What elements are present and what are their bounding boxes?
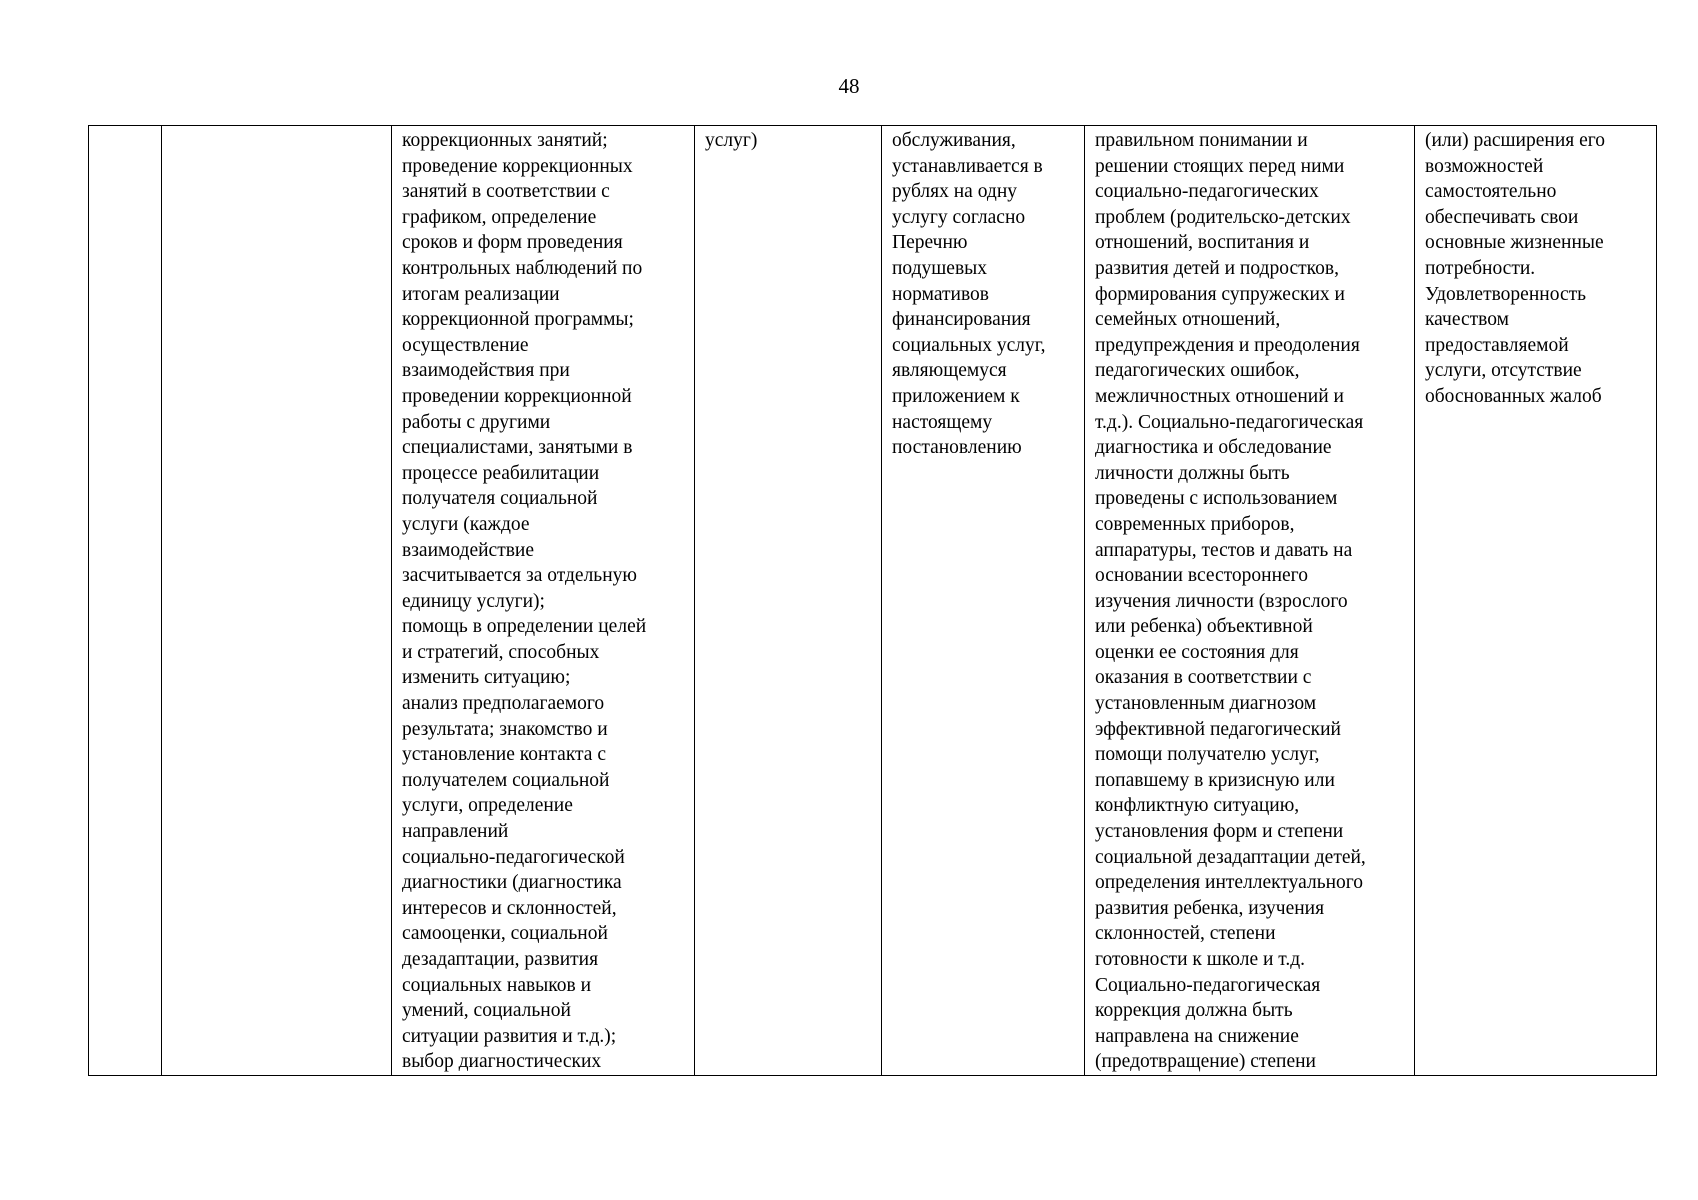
cell-text-line: т.д.). Социально-педагогическая xyxy=(1095,411,1364,433)
cell-text-line: самооценки, социальной xyxy=(402,923,608,945)
cell-text-line: помощь в определении целей xyxy=(402,616,647,638)
cell-service-name xyxy=(162,126,392,1076)
cell-text-line: помощи получателю услуг, xyxy=(1095,744,1320,766)
cell-text-line: услугу согласно xyxy=(892,206,1026,228)
cell-service-term xyxy=(695,126,882,1076)
cell-text-line: занятий в соответствии с xyxy=(402,181,610,203)
cell-text-line: установления форм и степени xyxy=(1095,821,1344,843)
cell-text-line: Удовлетворенность xyxy=(1425,283,1587,305)
cell-text-line: правильном понимании и xyxy=(1095,130,1308,151)
cell-text-line: предупреждения и преодоления xyxy=(1095,334,1360,356)
cell-text-line: подушевых xyxy=(892,257,988,279)
cell-text-line: проведении коррекционной xyxy=(402,385,632,407)
cell-text-line: услуг) xyxy=(705,130,758,151)
cell-text-line: личности должны быть xyxy=(1095,462,1290,484)
cell-text-line: самостоятельно xyxy=(1425,181,1557,203)
cell-service-description xyxy=(392,126,695,1076)
cell-text-line: выбор диагностических xyxy=(402,1051,602,1073)
cell-text-line: социальных услуг, xyxy=(892,334,1046,356)
cell-text-line: установленным диагнозом xyxy=(1095,693,1317,715)
cell-text-line: оказания в соответствии с xyxy=(1095,667,1312,689)
cell-text-line: финансирования xyxy=(892,309,1031,331)
cell-text-line: основные жизненные xyxy=(1425,232,1604,254)
cell-text-line: попавшему в кризисную или xyxy=(1095,769,1335,791)
cell-text-line: отношений, воспитания и xyxy=(1095,232,1310,254)
cell-text-line: проблем (родительско-детских xyxy=(1095,206,1351,228)
cell-text-line: умений, социальной xyxy=(402,1000,571,1022)
cell-text-line: социально-педагогической xyxy=(402,846,625,868)
cell-text-line: услуги, определение xyxy=(402,795,573,817)
cell-text-line: нормативов xyxy=(892,283,989,305)
cell-text-line: социальных навыков и xyxy=(402,974,592,996)
cell-text-line: Перечню xyxy=(892,232,968,254)
cell-number xyxy=(89,126,162,1076)
cell-text-line: получателем социальной xyxy=(402,769,610,791)
cell-text-line: услуги, отсутствие xyxy=(1425,360,1582,382)
cell-tariff xyxy=(882,126,1085,1076)
cell-text-line: обоснованных жалоб xyxy=(1425,385,1602,407)
cell-text-line: дезадаптации, развития xyxy=(402,949,599,970)
cell-text-line: готовности к школе и т.д. xyxy=(1095,949,1306,970)
cell-text-line: взаимодействие xyxy=(402,539,535,561)
cell-text-line: работы с другими xyxy=(402,411,551,433)
cell-text-line: приложением к xyxy=(892,385,1020,407)
cell-text-line: интересов и склонностей, xyxy=(402,897,617,919)
cell-effectiveness-conditions xyxy=(1415,126,1657,1076)
cell-text-line: (или) расширения его xyxy=(1425,130,1606,151)
cell-text-line: современных приборов, xyxy=(1095,513,1295,535)
cell-text-line: обеспечивать свои xyxy=(1425,206,1579,228)
cell-text-line: осуществление xyxy=(402,334,529,356)
cell-text-line: семейных отношений, xyxy=(1095,309,1281,331)
cell-text-line: контрольных наблюдений по xyxy=(402,257,643,279)
cell-text-line: или ребенка) объективной xyxy=(1095,616,1313,638)
cell-text-line: установление контакта с xyxy=(402,744,606,766)
cell-text-line: результата; знакомство и xyxy=(402,718,608,740)
cell-text-line: засчитывается за отдельную xyxy=(402,565,637,587)
cell-text-line: межличностных отношений и xyxy=(1095,385,1344,407)
cell-text-line: устанавливается в xyxy=(892,155,1043,177)
cell-text-line: потребности. xyxy=(1425,257,1536,279)
cell-text-line: склонностей, степени xyxy=(1095,923,1276,945)
cell-text-line: сроков и форм проведения xyxy=(402,232,623,254)
cell-text-line: Социально-педагогическая xyxy=(1095,974,1321,996)
cell-text-line: аппаратуры, тестов и давать на xyxy=(1095,539,1353,561)
cell-text-line: специалистами, занятыми в xyxy=(402,437,633,459)
cell-text-line: оценки ее состояния для xyxy=(1095,641,1299,663)
cell-text-line: постановлению xyxy=(892,437,1022,459)
cell-text-line: проведение коррекционных xyxy=(402,155,633,177)
cell-text-line: развития ребенка, изучения xyxy=(1095,897,1325,919)
cell-text-line: диагностика и обследование xyxy=(1095,437,1332,459)
cell-text-line: предоставляемой xyxy=(1425,334,1569,356)
cell-text-line: изменить ситуацию; xyxy=(402,667,571,689)
cell-text-line: взаимодействия при xyxy=(402,360,570,382)
cell-text-line: графиком, определение xyxy=(402,206,597,228)
cell-text-line: качеством xyxy=(1425,309,1509,331)
cell-text-line: получателя социальной xyxy=(402,488,598,510)
cell-text-line: решении стоящих перед ними xyxy=(1095,155,1345,177)
cell-text-line: изучения личности (взрослого xyxy=(1095,590,1348,612)
standards-table xyxy=(88,125,1657,1076)
cell-text-line: услуги (каждое xyxy=(402,513,530,535)
table-row xyxy=(89,126,1657,1076)
cell-text-line: развития детей и подростков, xyxy=(1095,257,1339,279)
cell-text-line: ситуации развития и т.д.); xyxy=(402,1025,617,1047)
cell-text-line: являющемуся xyxy=(892,360,1007,382)
page-number: 48 xyxy=(838,74,860,98)
cell-text-line: определения интеллектуального xyxy=(1095,872,1364,894)
cell-text-line: проведены с использованием xyxy=(1095,488,1338,510)
cell-text-line: социально-педагогических xyxy=(1095,181,1319,203)
cell-text-line: (предотвращение) степени xyxy=(1095,1051,1316,1073)
cell-text-line: и стратегий, способных xyxy=(402,641,600,663)
cell-text-line: основании всестороннего xyxy=(1095,565,1308,587)
cell-text-line: коррекционной программы; xyxy=(402,309,634,331)
cell-text-line: рублях на одну xyxy=(892,181,1018,203)
cell-text-line: итогам реализации xyxy=(402,283,560,305)
cell-text-line: возможностей xyxy=(1425,155,1544,177)
cell-text-line: конфликтную ситуацию, xyxy=(1095,795,1300,817)
cell-text-line: единицу услуги); xyxy=(402,590,545,612)
cell-text-line: настоящему xyxy=(892,411,993,433)
cell-text-line: направлена на снижение xyxy=(1095,1025,1299,1047)
cell-text-line: анализ предполагаемого xyxy=(402,693,605,715)
cell-quality-indicators xyxy=(1085,126,1415,1076)
cell-text-line: педагогических ошибок, xyxy=(1095,360,1300,382)
cell-text-line: социальной дезадаптации детей, xyxy=(1095,846,1366,868)
cell-text-line: коррекция должна быть xyxy=(1095,1000,1293,1022)
cell-text-line: процессе реабилитации xyxy=(402,462,600,484)
cell-text-line: формирования супружеских и xyxy=(1095,283,1345,305)
cell-text-line: эффективной педагогический xyxy=(1095,718,1341,740)
cell-text-line: диагностики (диагностика xyxy=(402,872,622,894)
cell-text-line: обслуживания, xyxy=(892,130,1016,151)
cell-text-line: коррекционных занятий; xyxy=(402,130,608,151)
cell-text-line: направлений xyxy=(402,821,509,843)
